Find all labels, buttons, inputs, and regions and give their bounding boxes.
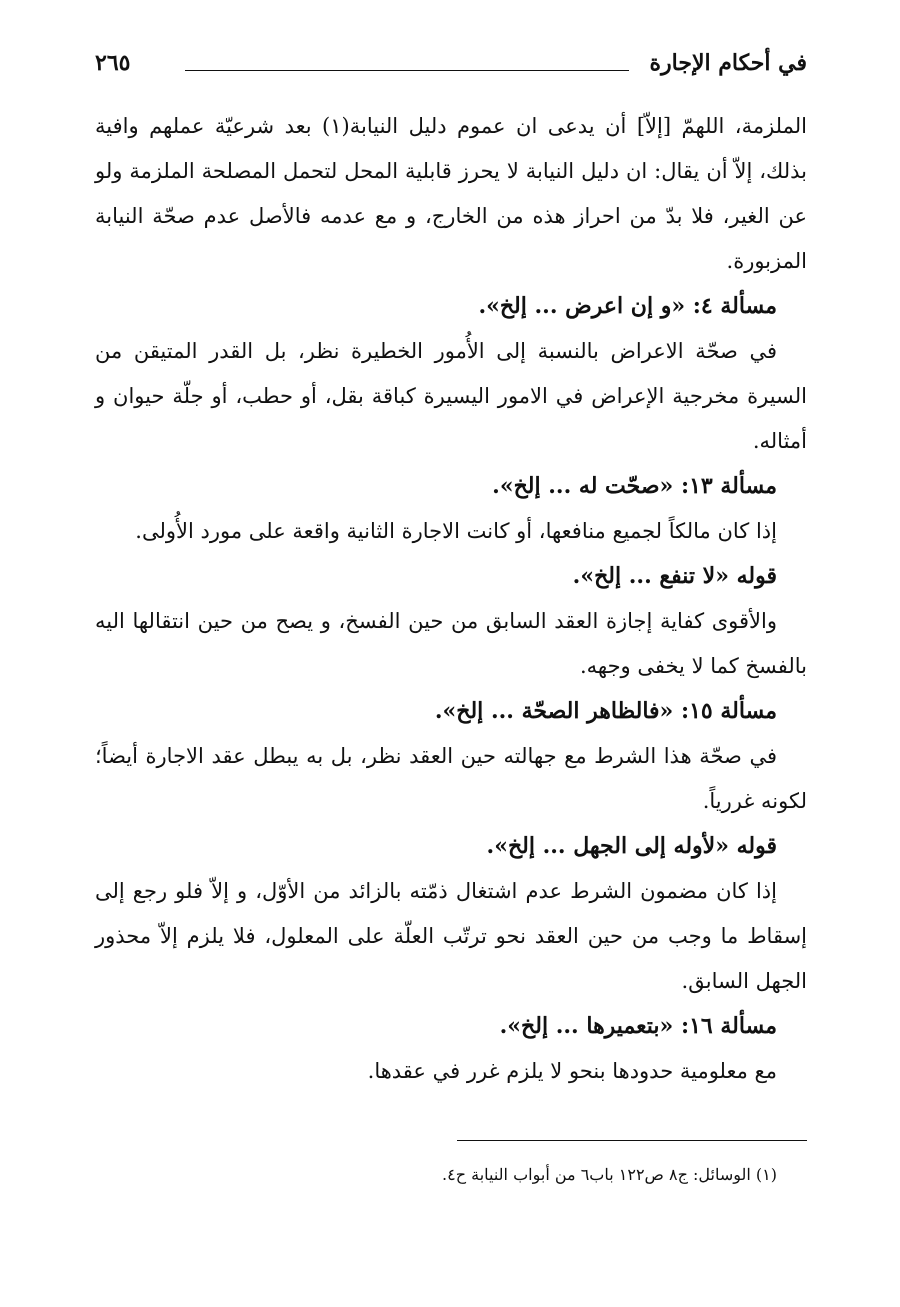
paragraph: إذا كان مضمون الشرط عدم اشتغال ذمّته بالزائد من الأوّل، و إلاّ فلو رجع إلى إسقاط ما وجب من حين العقد نحو ترتّب العلّة على المعلول، فلا يلزم إلاّ محذور الجهل السابق. [95,879,807,993]
footnote: (١) الوسائل: ج٨ ص١٢٢ باب٦ من أبواب النيابة ح٤. [442,1165,777,1184]
paragraph: إذا كان مالكاً لجميع منافعها، أو كانت الاجارة الثانية واقعة على مورد الأُولى. [135,519,777,543]
running-title: في أحكام الإجارة [649,50,807,76]
section-heading-qawluhu-li-awlihi: قوله «لأوله إلى الجهل ... إلخ». [486,833,777,859]
header-rule [185,70,629,71]
running-header [95,40,807,80]
footnote-rule [457,1140,807,1141]
section-heading-qawluhu-la-tanfa: قوله «لا تنفع ... إلخ». [572,563,777,589]
section-heading-masala-15: مسألة ١٥: «فالظاهر الصحّة ... إلخ». [434,698,777,724]
section-heading-masala-4: مسألة ٤: «و إن اعرض ... إلخ». [478,293,777,319]
paragraph: في صحّة هذا الشرط مع جهالته حين العقد نظر، بل به يبطل عقد الاجارة أيضاً؛ لكونه غررياً. [95,744,807,813]
paragraph: والأقوى كفاية إجازة العقد السابق من حين الفسخ، و يصح من حين انتقالها اليه بالفسخ كما لا يخفى وجهه. [95,609,807,678]
section-heading-masala-13: مسألة ١٣: «صحّت له ... إلخ». [492,473,777,499]
document-page [95,40,807,1280]
paragraph: مع معلومية حدودها بنحو لا يلزم غرر في عقدها. [367,1059,777,1083]
body-text [95,104,807,1094]
section-heading-masala-16: مسألة ١٦: «بتعميرها ... إلخ». [499,1013,777,1039]
paragraph: في صحّة الاعراض بالنسبة إلى الأُمور الخطيرة نظر، بل القدر المتيقن من السيرة مخرجية الإعراض في الامور اليسيرة كباقة بقل، أو حطب، أو جلّة حيوان و أمثاله. [95,339,807,453]
paragraph-continued: الملزمة، اللهمّ [إلاّ] أن يدعى ان عموم دليل النيابة(١) بعد شرعيّة عملهم وافية بذلك، إلاّ أن يقال: ان دليل النيابة لا يحرز قابلية المحل لتحمل المصلحة الملزمة ولو عن الغير، فلا بدّ من احراز هذه من الخارج، و مع عدمه فالأصل عدم صحّة النيابة المزبورة. [95,114,807,273]
page-number: ٢٦٥ [95,50,131,76]
